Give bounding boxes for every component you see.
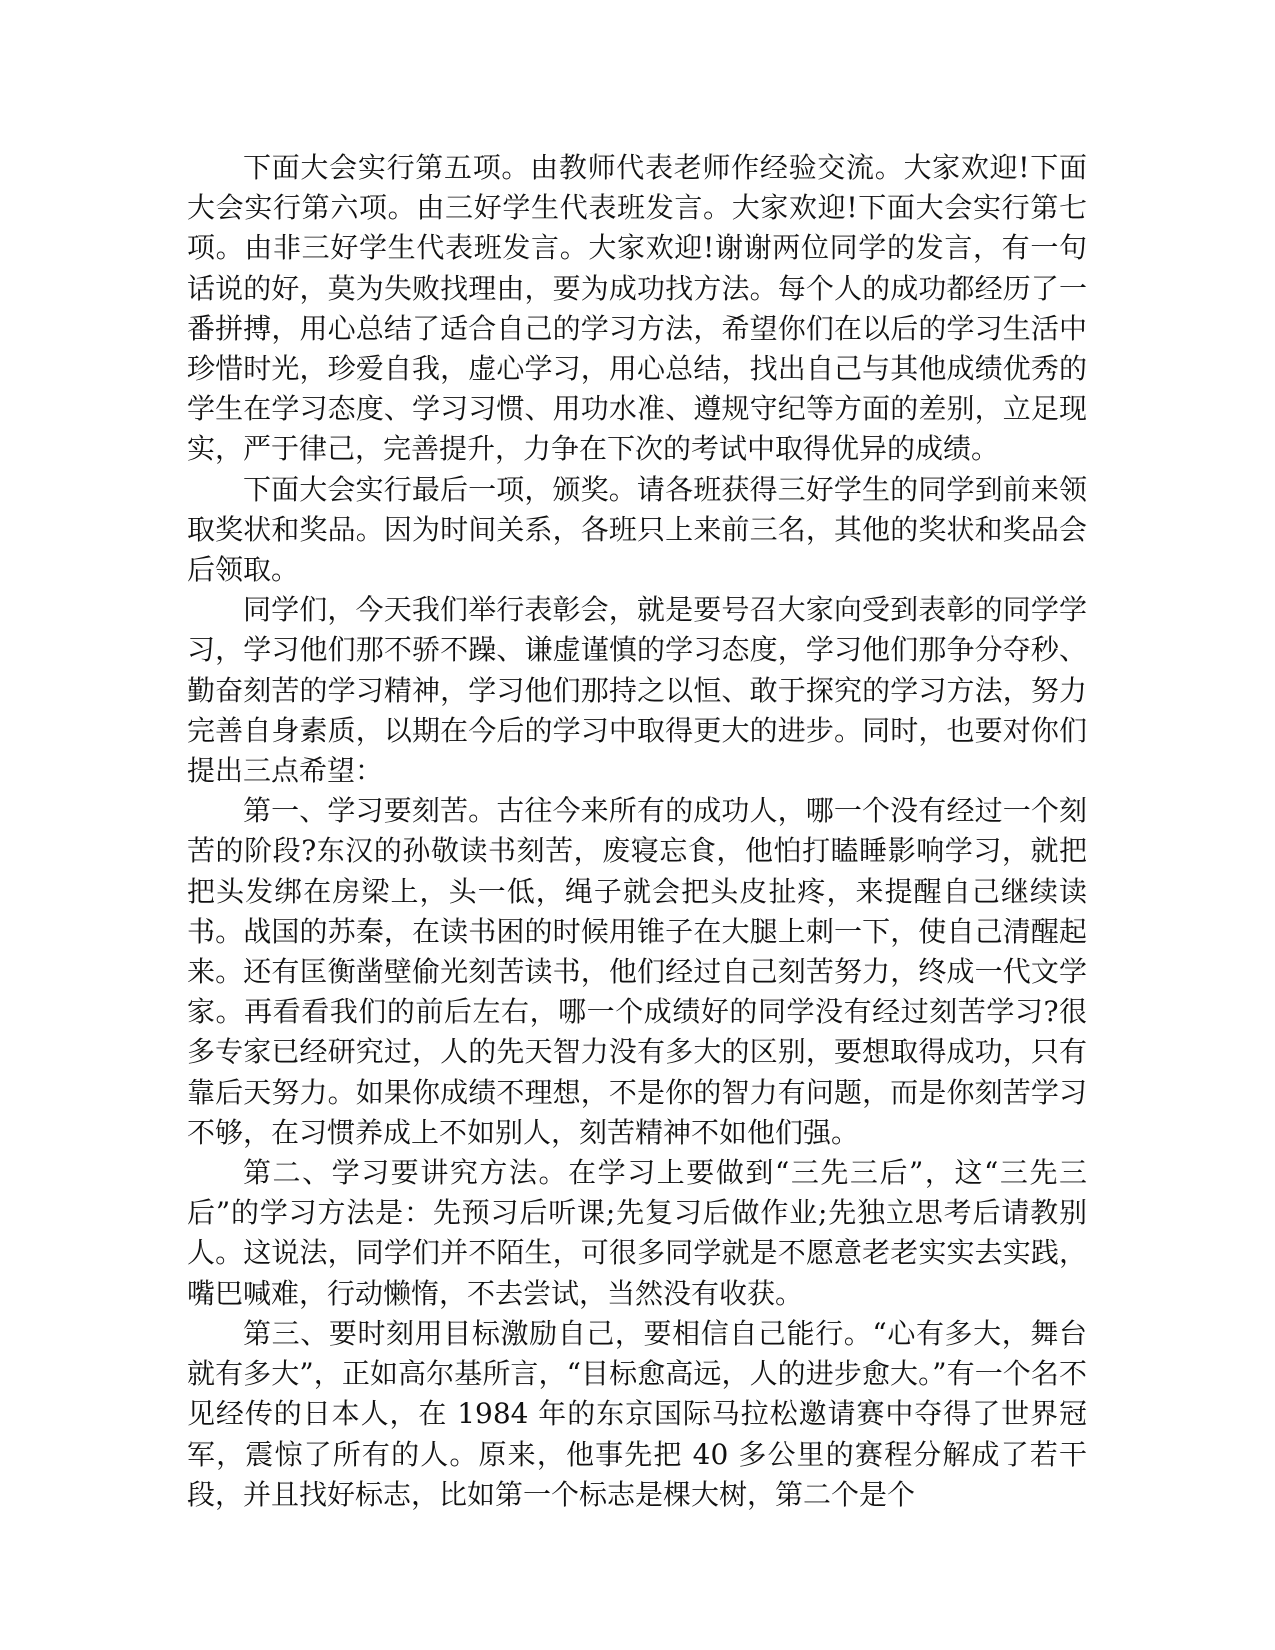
paragraph-4: 第一、学习要刻苦。古往今来所有的成功人，哪一个没有经过一个刻苦的阶段?东汉的孙敬读书刻苦，废寝忘食，他怕打瞌睡影响学习，就把把头发绑在房梁上，头一低，绳子就会把头皮扯疼，来提醒自己继续读书。战国的苏秦，在读书困的时候用锥子在大腿上刺一下，使自己清醒起来。还有匡衡凿壁偷光刻苦读书，他们经过自己刻苦努力，终成一代文学家。再看看我们的前后左右，哪一个成绩好的同学没有经过刻苦学习?很多专家已经研究过，人的先天智力没有多大的区别，要想取得成功，只有靠后天努力。如果你成绩不理想，不是你的智力有问题，而是你刻苦学习不够，在习惯养成上不如别人，刻苦精神不如他们强。 bbox=[187, 794, 1087, 1149]
paragraph-5: 第二、学习要讲究方法。在学习上要做到“三先三后”，这“三先三后”的学习方法是：先预习后听课;先复习后做作业;先独立思考后请教别人。这说法，同学们并不陌生，可很多同学就是不愿意老老实实去实践，嘴巴喊难，行动懒惰，不去尝试，当然没有收获。 bbox=[187, 1156, 1087, 1310]
document-page bbox=[187, 148, 1087, 1515]
paragraph-2: 下面大会实行最后一项，颁奖。请各班获得三好学生的同学到前来领取奖状和奖品。因为时间关系，各班只上来前三名，其他的奖状和奖品会后领取。 bbox=[187, 472, 1087, 587]
paragraph-3: 同学们，今天我们举行表彰会，就是要号召大家向受到表彰的同学学习，学习他们那不骄不躁、谦虚谨慎的学习态度，学习他们那争分夺秒、勤奋刻苦的学习精神，学习他们那持之以恒、敢于探究的学习方法，努力完善自身素质，以期在今后的学习中取得更大的进步。同时，也要对你们提出三点希望： bbox=[187, 593, 1087, 788]
paragraph-6: 第三、要时刻用目标激励自己，要相信自己能行。“心有多大，舞台就有多大”，正如高尔基所言，“目标愈高远，人的进步愈大。”有一个名不见经传的日本人，在 1984 年的东京国际马拉松邀请赛中夺得了世界冠军，震惊了所有的人。原来，他事先把 40 多公里的赛程分解成了若干段，并且找好标志，比如第一个标志是棵大树，第二个是个 bbox=[187, 1316, 1087, 1511]
paragraph-1: 下面大会实行第五项。由教师代表老师作经验交流。大家欢迎!下面大会实行第六项。由三好学生代表班发言。大家欢迎!下面大会实行第七项。由非三好学生代表班发言。大家欢迎!谢谢两位同学的发言，有一句话说的好，莫为失败找理由，要为成功找方法。每个人的成功都经历了一番拼搏，用心总结了适合自己的学习方法，希望你们在以后的学习生活中珍惜时光，珍爱自我，虚心学习，用心总结，找出自己与其他成绩优秀的学生在学习态度、学习习惯、用功水准、遵规守纪等方面的差别，立足现实，严于律己，完善提升，力争在下次的考试中取得优异的成绩。 bbox=[187, 151, 1087, 466]
